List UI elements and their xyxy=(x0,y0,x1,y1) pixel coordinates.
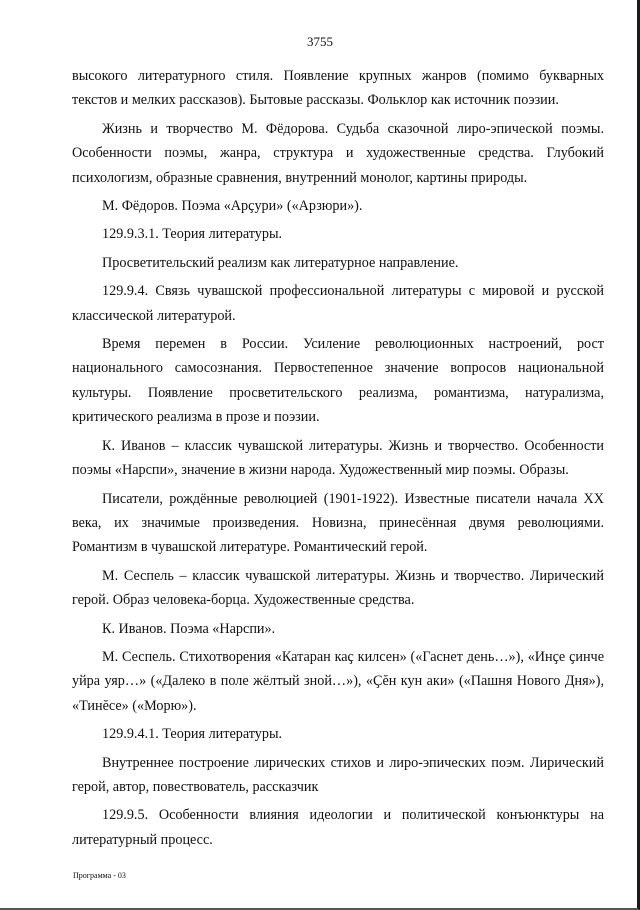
section-heading-129-9-3-1: 129.9.3.1. Теория литературы. xyxy=(102,226,283,243)
paragraph-sespel-classic: М. Сеспель – классик чувашской литературы. Жизнь и творчество. Лирический герой. Образ человека-борца. Художественные средства. xyxy=(72,567,604,609)
paragraph-revolution-writers: Писатели, рождённые революцией (1901-1922). Известные писатели начала XX века, их значимые произведения. Новизна, принесённая двумя революциями. Романтизм в чувашской литературе. Романтический герой. xyxy=(72,490,604,556)
paragraph-fedorov-life: Жизнь и творчество М. Фёдорова. Судьба сказочной лиро-эпической поэмы. Особенности поэмы, жанра, структура и художественные средства. Глубокий психологизм, образные сравнения, внутренний монолог, картины природы. xyxy=(72,120,604,186)
paragraph-fedorov-poem: М. Фёдоров. Поэма «Арҫури» («Арзюри»). xyxy=(102,198,363,215)
paragraph-time-of-change: Время перемен в России. Усиление революционных настроений, рост национального самосознания. Первостепенное значение вопросов национальной культуры. Появление просветительского реализма, романтизма, натурализма, критического реализма в прозе и поэзии. xyxy=(72,336,604,426)
paragraph-enlightenment-realism: Просветительский реализм как литературное направление. xyxy=(102,254,459,271)
page-footer: Программа - 03 xyxy=(73,871,126,880)
page-number: 3755 xyxy=(307,34,333,49)
page-body xyxy=(72,64,604,856)
paragraph-continuation: высокого литературного стиля. Появление крупных жанров (помимо букварных текстов и мелких рассказов). Бытовые рассказы. Фольклор как источник поэзии. xyxy=(72,68,604,109)
section-heading-129-9-4-1: 129.9.4.1. Теория литературы. xyxy=(102,726,283,743)
section-heading-129-9-4: 129.9.4. Связь чувашской профессиональной литературы с мировой и русской классической литературой. xyxy=(72,283,604,324)
paragraph-ivanov-classic: К. Иванов – классик чувашской литературы. Жизнь и творчество. Особенности поэмы «Нарспи», значение в жизни народа. Художественный мир поэмы. Образы. xyxy=(72,437,604,479)
section-heading-129-9-5: 129.9.5. Особенности влияния идеологии и политической конъюнктуры на литературный процесс. xyxy=(72,807,604,848)
paragraph-lyric-structure: Внутреннее построение лирических стихов и лиро-эпических поэм. Лирический герой, автор, повествователь, рассказчик xyxy=(72,754,604,795)
paragraph-ivanov-poem: К. Иванов. Поэма «Нарспи». xyxy=(102,620,276,637)
paragraph-sespel-poems: М. Сеспель. Стихотворения «Катаран каҫ килсен» («Гаснет день…»), «Инҫе ҫинче уйра уяр…» («Далеко в поле жёлтый зной…»), «Ҫĕн кун аки» («Пашня Нового Дня»), «Тинĕсе» («Морю»). xyxy=(72,648,604,714)
